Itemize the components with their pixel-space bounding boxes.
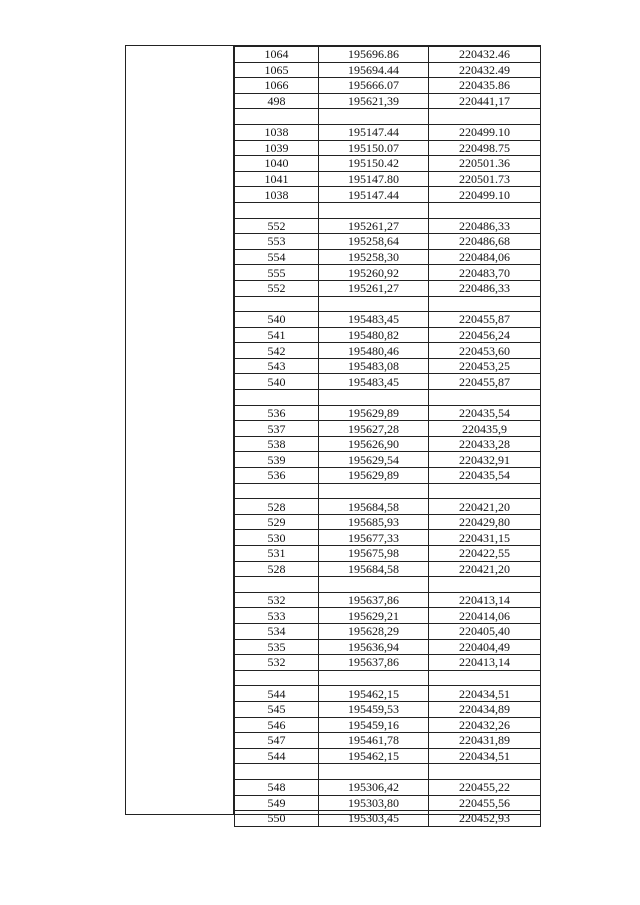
group-separator-row	[235, 577, 541, 593]
y-coordinate-cell: 220455,87	[429, 374, 541, 390]
empty-cell	[429, 764, 541, 780]
table-row	[235, 811, 541, 827]
x-coordinate-cell: 195261,27	[319, 218, 429, 234]
table-row	[235, 608, 541, 624]
empty-cell	[319, 483, 429, 499]
point-number-cell: 534	[235, 623, 319, 639]
empty-cell	[319, 296, 429, 312]
coordinate-table-frame	[125, 45, 541, 826]
point-number-cell: 1066	[235, 78, 319, 94]
y-coordinate-cell: 220501.73	[429, 171, 541, 187]
y-coordinate-cell: 220456,24	[429, 327, 541, 343]
y-coordinate-cell: 220441,17	[429, 93, 541, 109]
y-coordinate-cell: 220455,87	[429, 312, 541, 328]
table-row	[235, 280, 541, 296]
table-row	[235, 592, 541, 608]
point-number-cell: 545	[235, 701, 319, 717]
y-coordinate-cell: 220414,06	[429, 608, 541, 624]
group-separator-row	[235, 483, 541, 499]
x-coordinate-cell: 195461,78	[319, 733, 429, 749]
x-coordinate-cell: 195462,15	[319, 686, 429, 702]
point-number-cell: 553	[235, 234, 319, 250]
table-row	[235, 124, 541, 140]
y-coordinate-cell: 220435,54	[429, 468, 541, 484]
x-coordinate-cell: 195480,46	[319, 343, 429, 359]
table-row	[235, 436, 541, 452]
table-row	[235, 140, 541, 156]
y-coordinate-cell: 220455,22	[429, 779, 541, 795]
empty-cell	[235, 483, 319, 499]
table-row	[235, 748, 541, 764]
y-coordinate-cell: 220405,40	[429, 623, 541, 639]
table-row	[235, 156, 541, 172]
x-coordinate-cell: 195261,27	[319, 280, 429, 296]
y-coordinate-cell: 220435,54	[429, 405, 541, 421]
y-coordinate-cell: 220413,14	[429, 592, 541, 608]
x-coordinate-cell: 195150.07	[319, 140, 429, 156]
x-coordinate-cell: 195147.44	[319, 187, 429, 203]
x-coordinate-cell: 195694.44	[319, 62, 429, 78]
table-row	[235, 187, 541, 203]
y-coordinate-cell: 220432,26	[429, 717, 541, 733]
y-coordinate-cell: 220483,70	[429, 265, 541, 281]
point-number-cell: 1040	[235, 156, 319, 172]
table-row	[235, 234, 541, 250]
y-coordinate-cell: 220452,93	[429, 811, 541, 827]
point-number-cell: 1064	[235, 47, 319, 63]
point-number-cell: 540	[235, 374, 319, 390]
table-row	[235, 468, 541, 484]
empty-cell	[319, 670, 429, 686]
y-coordinate-cell: 220432.46	[429, 47, 541, 63]
table-row	[235, 546, 541, 562]
empty-cell	[429, 296, 541, 312]
x-coordinate-cell: 195147.44	[319, 124, 429, 140]
table-row	[235, 358, 541, 374]
x-coordinate-cell: 195147.80	[319, 171, 429, 187]
point-number-cell: 532	[235, 655, 319, 671]
point-number-cell: 544	[235, 686, 319, 702]
group-separator-row	[235, 109, 541, 125]
x-coordinate-cell: 195462,15	[319, 748, 429, 764]
table-row	[235, 795, 541, 811]
empty-cell	[429, 109, 541, 125]
point-number-cell: 537	[235, 421, 319, 437]
table-row	[235, 62, 541, 78]
table-row	[235, 514, 541, 530]
x-coordinate-cell: 195675,98	[319, 546, 429, 562]
y-coordinate-cell: 220434,89	[429, 701, 541, 717]
table-row	[235, 218, 541, 234]
empty-cell	[235, 296, 319, 312]
empty-cell	[235, 390, 319, 406]
x-coordinate-cell: 195303,80	[319, 795, 429, 811]
coordinate-table-body	[235, 47, 541, 827]
table-row	[235, 499, 541, 515]
x-coordinate-cell: 195629,89	[319, 405, 429, 421]
table-row	[235, 655, 541, 671]
x-coordinate-cell: 195684,58	[319, 499, 429, 515]
table-row	[235, 249, 541, 265]
empty-left-column	[126, 46, 234, 814]
table-row	[235, 452, 541, 468]
point-number-cell: 1065	[235, 62, 319, 78]
y-coordinate-cell: 220486,33	[429, 280, 541, 296]
group-separator-row	[235, 670, 541, 686]
x-coordinate-cell: 195637,86	[319, 592, 429, 608]
table-row	[235, 327, 541, 343]
y-coordinate-cell: 220486,33	[429, 218, 541, 234]
table-row	[235, 421, 541, 437]
empty-cell	[319, 764, 429, 780]
table-row	[235, 779, 541, 795]
point-number-cell: 533	[235, 608, 319, 624]
table-row	[235, 530, 541, 546]
point-number-cell: 542	[235, 343, 319, 359]
point-number-cell: 536	[235, 468, 319, 484]
x-coordinate-cell: 195480,82	[319, 327, 429, 343]
y-coordinate-cell: 220421,20	[429, 499, 541, 515]
table-row	[235, 171, 541, 187]
y-coordinate-cell: 220499.10	[429, 187, 541, 203]
x-coordinate-cell: 195621,39	[319, 93, 429, 109]
table-row	[235, 374, 541, 390]
point-number-cell: 544	[235, 748, 319, 764]
empty-cell	[319, 109, 429, 125]
x-coordinate-cell: 195483,45	[319, 312, 429, 328]
point-number-cell: 540	[235, 312, 319, 328]
group-separator-row	[235, 202, 541, 218]
x-coordinate-cell: 195306,42	[319, 779, 429, 795]
y-coordinate-cell: 220484,06	[429, 249, 541, 265]
y-coordinate-cell: 220432,91	[429, 452, 541, 468]
y-coordinate-cell: 220435,9	[429, 421, 541, 437]
y-coordinate-cell: 220453,60	[429, 343, 541, 359]
table-row	[235, 312, 541, 328]
table-row	[235, 265, 541, 281]
empty-cell	[235, 202, 319, 218]
y-coordinate-cell: 220413,14	[429, 655, 541, 671]
table-row	[235, 561, 541, 577]
point-number-cell: 498	[235, 93, 319, 109]
x-coordinate-cell: 195629,54	[319, 452, 429, 468]
x-coordinate-cell: 195260,92	[319, 265, 429, 281]
y-coordinate-cell: 220422,55	[429, 546, 541, 562]
point-number-cell: 531	[235, 546, 319, 562]
x-coordinate-cell: 195629,21	[319, 608, 429, 624]
y-coordinate-cell: 220431,89	[429, 733, 541, 749]
empty-cell	[429, 670, 541, 686]
y-coordinate-cell: 220429,80	[429, 514, 541, 530]
point-number-cell: 555	[235, 265, 319, 281]
coordinate-table	[234, 46, 541, 827]
y-coordinate-cell: 220501.36	[429, 156, 541, 172]
y-coordinate-cell: 220435.86	[429, 78, 541, 94]
x-coordinate-cell: 195685,93	[319, 514, 429, 530]
y-coordinate-cell: 220486,68	[429, 234, 541, 250]
x-coordinate-cell: 195483,08	[319, 358, 429, 374]
point-number-cell: 528	[235, 499, 319, 515]
table-row	[235, 343, 541, 359]
empty-cell	[319, 577, 429, 593]
y-coordinate-cell: 220432.49	[429, 62, 541, 78]
empty-cell	[429, 577, 541, 593]
x-coordinate-cell: 195150.42	[319, 156, 429, 172]
y-coordinate-cell: 220404,49	[429, 639, 541, 655]
y-coordinate-cell: 220498.75	[429, 140, 541, 156]
point-number-cell: 535	[235, 639, 319, 655]
point-number-cell: 1039	[235, 140, 319, 156]
x-coordinate-cell: 195303,45	[319, 811, 429, 827]
x-coordinate-cell: 195684,58	[319, 561, 429, 577]
point-number-cell: 543	[235, 358, 319, 374]
empty-cell	[319, 390, 429, 406]
table-row	[235, 686, 541, 702]
x-coordinate-cell: 195258,64	[319, 234, 429, 250]
y-coordinate-cell: 220431,15	[429, 530, 541, 546]
x-coordinate-cell: 195628,29	[319, 623, 429, 639]
x-coordinate-cell: 195258,30	[319, 249, 429, 265]
x-coordinate-cell: 195696.86	[319, 47, 429, 63]
group-separator-row	[235, 296, 541, 312]
y-coordinate-cell: 220499.10	[429, 124, 541, 140]
point-number-cell: 529	[235, 514, 319, 530]
table-row	[235, 405, 541, 421]
point-number-cell: 547	[235, 733, 319, 749]
table-row	[235, 93, 541, 109]
point-number-cell: 552	[235, 280, 319, 296]
table-row	[235, 78, 541, 94]
point-number-cell: 530	[235, 530, 319, 546]
x-coordinate-cell: 195666.07	[319, 78, 429, 94]
empty-cell	[235, 109, 319, 125]
group-separator-row	[235, 390, 541, 406]
point-number-cell: 528	[235, 561, 319, 577]
point-number-cell: 552	[235, 218, 319, 234]
point-number-cell: 548	[235, 779, 319, 795]
table-row	[235, 701, 541, 717]
x-coordinate-cell: 195627,28	[319, 421, 429, 437]
point-number-cell: 546	[235, 717, 319, 733]
point-number-cell: 536	[235, 405, 319, 421]
table-row	[235, 47, 541, 63]
empty-cell	[235, 670, 319, 686]
table-row	[235, 717, 541, 733]
point-number-cell: 554	[235, 249, 319, 265]
empty-cell	[429, 202, 541, 218]
x-coordinate-cell: 195483,45	[319, 374, 429, 390]
point-number-cell: 550	[235, 811, 319, 827]
y-coordinate-cell: 220434,51	[429, 686, 541, 702]
y-coordinate-cell: 220453,25	[429, 358, 541, 374]
empty-cell	[429, 390, 541, 406]
empty-cell	[429, 483, 541, 499]
x-coordinate-cell: 195459,16	[319, 717, 429, 733]
x-coordinate-cell: 195677,33	[319, 530, 429, 546]
x-coordinate-cell: 195459,53	[319, 701, 429, 717]
x-coordinate-cell: 195637,86	[319, 655, 429, 671]
point-number-cell: 1038	[235, 187, 319, 203]
y-coordinate-cell: 220421,20	[429, 561, 541, 577]
x-coordinate-cell: 195636,94	[319, 639, 429, 655]
y-coordinate-cell: 220433,28	[429, 436, 541, 452]
point-number-cell: 549	[235, 795, 319, 811]
group-separator-row	[235, 764, 541, 780]
table-row	[235, 639, 541, 655]
point-number-cell: 532	[235, 592, 319, 608]
empty-cell	[235, 764, 319, 780]
x-coordinate-cell: 195626,90	[319, 436, 429, 452]
y-coordinate-cell: 220455,56	[429, 795, 541, 811]
empty-cell	[235, 577, 319, 593]
point-number-cell: 538	[235, 436, 319, 452]
table-row	[235, 733, 541, 749]
table-row	[235, 623, 541, 639]
x-coordinate-cell: 195629,89	[319, 468, 429, 484]
point-number-cell: 1041	[235, 171, 319, 187]
y-coordinate-cell: 220434,51	[429, 748, 541, 764]
point-number-cell: 539	[235, 452, 319, 468]
empty-cell	[319, 202, 429, 218]
point-number-cell: 1038	[235, 124, 319, 140]
point-number-cell: 541	[235, 327, 319, 343]
